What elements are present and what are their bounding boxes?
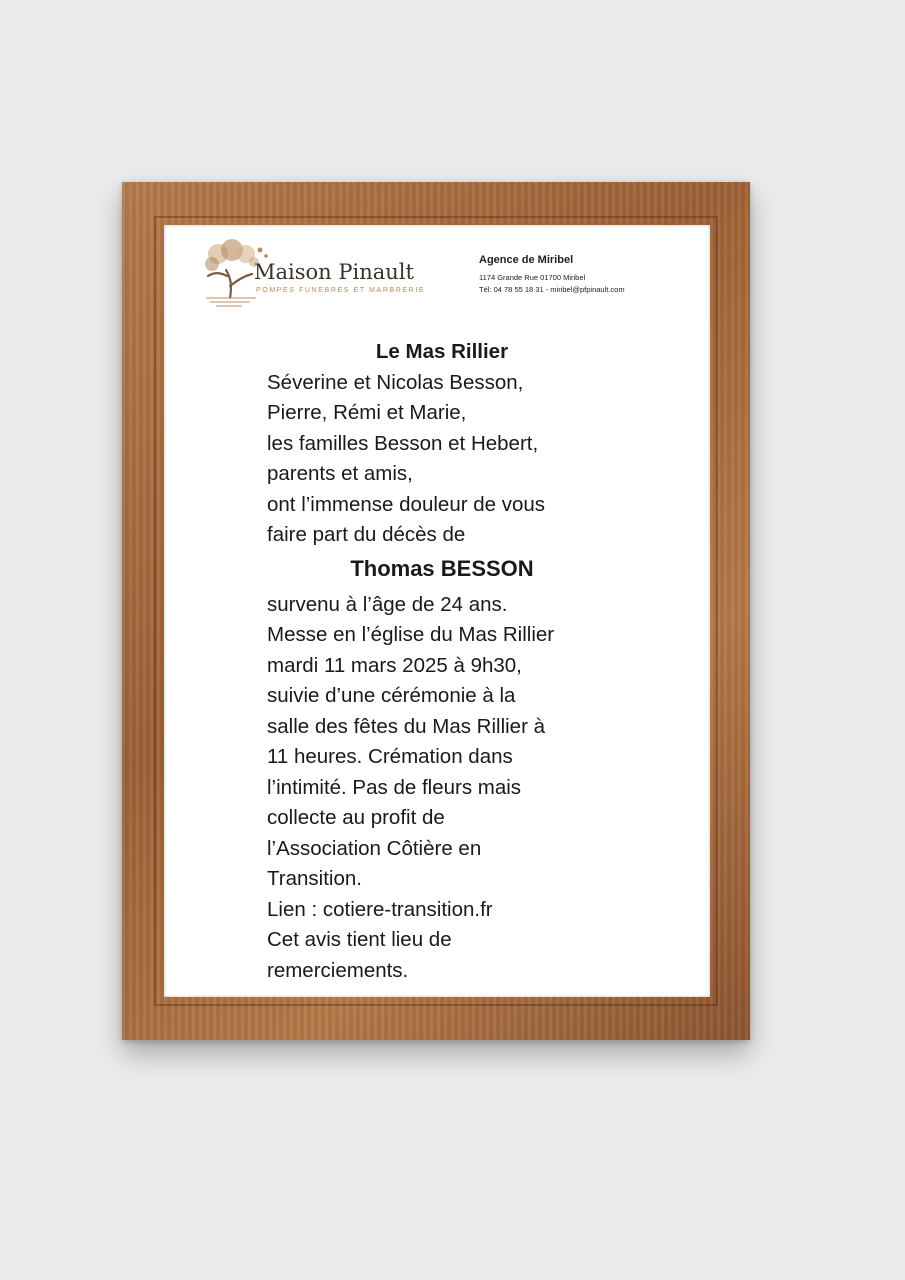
notice-line: Transition.: [267, 867, 362, 890]
wooden-frame: [122, 182, 750, 1040]
notice-line: l’intimité. Pas de fleurs mais: [267, 775, 522, 799]
notice-line: Cet avis tient lieu de: [267, 928, 452, 951]
notice-line: Pierre, Rémi et Marie,: [267, 401, 467, 424]
notice-line: remerciements.: [267, 958, 409, 982]
notice-line: faire part du décès de: [267, 523, 466, 546]
agency-block: [479, 254, 625, 296]
deceased-name: Thomas BESSON: [350, 555, 534, 581]
notice-text: [267, 337, 687, 986]
brand-name: Maison Pinault: [254, 260, 414, 284]
notice-line: parents et amis,: [267, 462, 413, 485]
notice-line: Séverine et Nicolas Besson,: [267, 370, 524, 394]
notice-line: l’Association Côtière en: [267, 836, 482, 860]
notice-line: les familles Besson et Hebert,: [267, 431, 539, 455]
notice-line: 11 heures. Crémation dans: [267, 745, 513, 768]
agency-name: Agence de Miribel: [479, 254, 574, 266]
notice-line: suivie d’une cérémonie à la: [267, 684, 516, 707]
notice-line: mardi 11 mars 2025 à 9h30,: [267, 653, 522, 677]
maison-pinault-logo: [196, 236, 446, 310]
notice-line: survenu à l’âge de 24 ans.: [267, 592, 508, 616]
notice-line: Messe en l’église du Mas Rillier: [267, 623, 555, 646]
notice-line: ont l’immense douleur de vous: [267, 492, 546, 516]
agency-contact: Tél: 04 78 55 18 31 - miribel@pfpinault.com: [479, 285, 625, 294]
notice-line: Lien : cotiere-transition.fr: [267, 897, 493, 921]
notice-location-heading: Le Mas Rillier: [375, 340, 509, 363]
brand-tagline: POMPES FUNEBRES ET MARBRERIE: [256, 287, 426, 294]
obituary-notice-paper: [164, 225, 710, 997]
notice-line: collecte au profit de: [267, 806, 445, 829]
notice-line: salle des fêtes du Mas Rillier à: [267, 714, 546, 738]
agency-address: 1174 Grande Rue 01700 Miribel: [479, 273, 586, 282]
